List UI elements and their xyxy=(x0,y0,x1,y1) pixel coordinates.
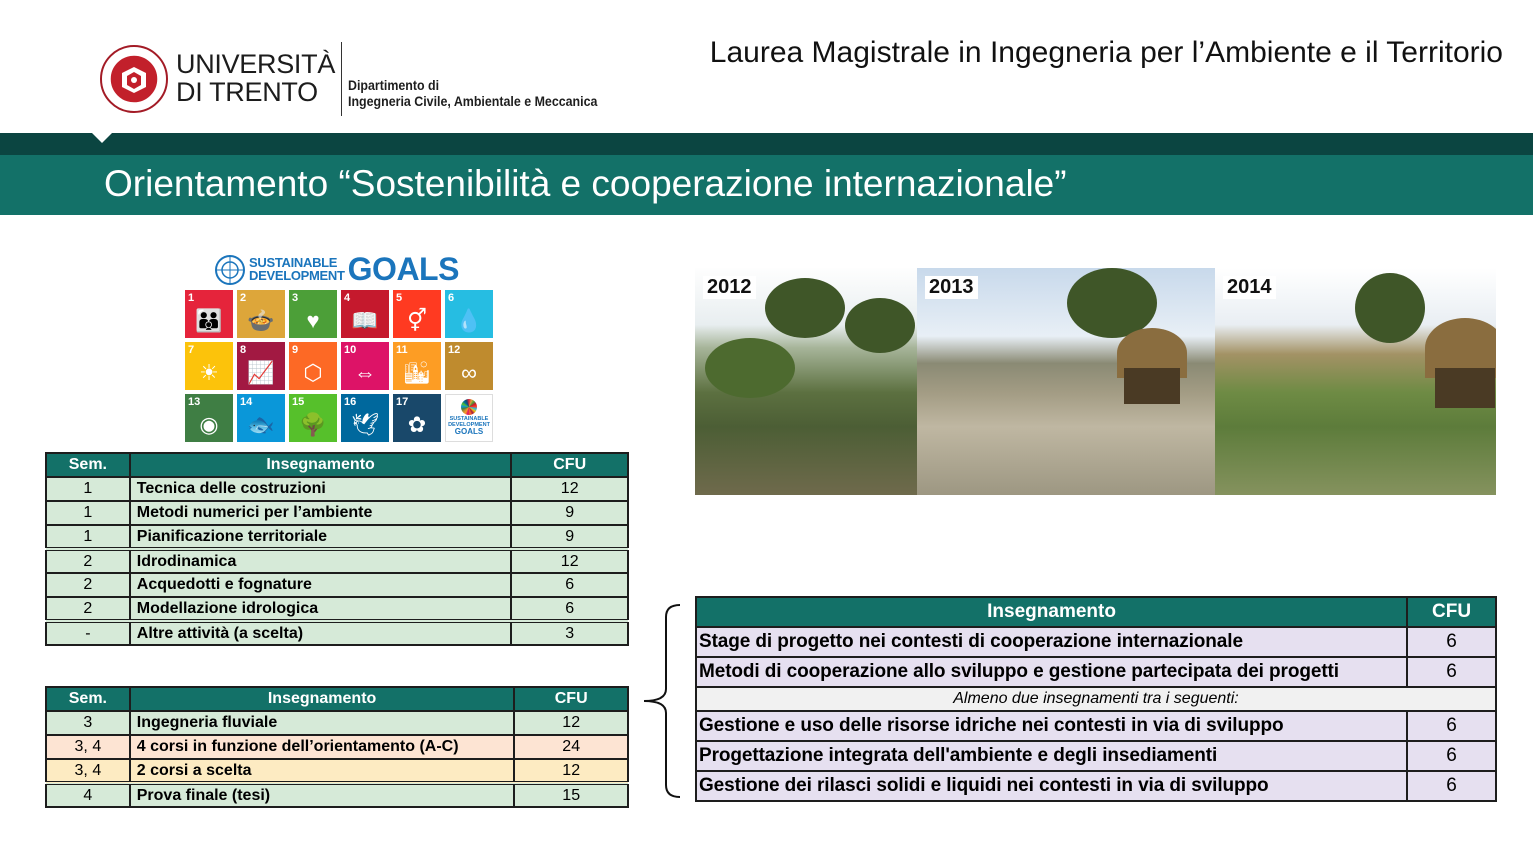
column-header-sem: Sem. xyxy=(46,687,130,711)
sdg-tile-1 xyxy=(185,290,233,338)
sdg-header-line1: SUSTAINABLE xyxy=(249,255,338,271)
sdg-tile-number: 6 xyxy=(448,292,455,304)
university-name-line2: DI TRENTO xyxy=(176,77,318,107)
bowl-icon: 🍲 xyxy=(247,308,275,333)
table-row xyxy=(46,477,628,501)
table-row xyxy=(46,621,628,645)
dove-icon: 🕊 xyxy=(351,412,379,437)
table-row xyxy=(696,657,1496,687)
cell-sem: 4 xyxy=(46,783,130,807)
sdg-tile-7 xyxy=(185,342,233,390)
sdg-legend-tile xyxy=(445,394,493,442)
cell-ins: Idrodinamica xyxy=(130,549,512,573)
slide-title: Orientamento “Sostenibilità e cooperazione internazionale” xyxy=(104,163,1067,204)
logo-divider xyxy=(341,42,342,116)
cell-cfu: 24 xyxy=(514,735,628,759)
column-header-insegnamento: Insegnamento xyxy=(696,597,1407,627)
cell-ins: Acquedotti e fognature xyxy=(130,573,512,597)
cell-cfu: 6 xyxy=(1407,627,1496,657)
table-row xyxy=(46,549,628,573)
table-row xyxy=(46,759,628,783)
column-header-sem: Sem. xyxy=(46,453,130,477)
sdg-ring-icon xyxy=(461,399,477,415)
table-row xyxy=(46,501,628,525)
department-line2: Ingegneria Civile, Ambientale e Meccanica xyxy=(348,94,598,109)
sdg-tile-6 xyxy=(445,290,493,338)
project-photos xyxy=(695,268,1496,495)
photo-2012 xyxy=(695,268,917,495)
cell-ins: Stage di progetto nei contesti di cooperazione internazionale xyxy=(696,627,1407,657)
cell-sem: 2 xyxy=(46,549,130,573)
cell-cfu: 3 xyxy=(511,621,628,645)
sun-icon: ☀ xyxy=(199,360,219,385)
sdg-tile-number: 13 xyxy=(188,396,201,408)
cell-ins: Gestione e uso delle risorse idriche nei contesti in via di sviluppo xyxy=(696,711,1407,741)
cell-ins: Prova finale (tesi) xyxy=(130,783,515,807)
cell-ins: Ingegneria fluviale xyxy=(130,711,515,735)
photo-2013 xyxy=(917,268,1215,495)
table-row xyxy=(46,735,628,759)
sdg-tile-number: 17 xyxy=(396,396,409,408)
sdg-tile-number: 5 xyxy=(396,292,403,304)
table-row xyxy=(46,597,628,621)
orientation-courses-table xyxy=(695,596,1497,802)
sdg-tile-12 xyxy=(445,342,493,390)
sdg-tile-11 xyxy=(393,342,441,390)
elective-note-row xyxy=(696,687,1496,711)
book-icon: 📖 xyxy=(351,308,379,333)
cell-ins: Modellazione idrologica xyxy=(130,597,512,621)
university-logo xyxy=(100,42,619,116)
sdg-tile-number: 8 xyxy=(240,344,247,356)
sdg-grid xyxy=(185,290,493,442)
sdg-tile-9 xyxy=(289,342,337,390)
photo-year-label: 2012 xyxy=(703,276,756,299)
cell-ins: Pianificazione territoriale xyxy=(130,525,512,549)
degree-title: Laurea Magistrale in Ingegneria per l’Ambiente e il Territorio xyxy=(709,36,1503,69)
flower-icon: ✿ xyxy=(407,412,427,437)
cell-ins: Gestione dei rilasci solidi e liquidi nei contesti in via di sviluppo xyxy=(696,771,1407,801)
cell-cfu: 15 xyxy=(514,783,628,807)
cell-cfu: 6 xyxy=(1407,741,1496,771)
sdg-goals-wordmark: GOALS xyxy=(347,251,459,287)
column-header-insegnamento: Insegnamento xyxy=(130,453,512,477)
sdg-tile-number: 7 xyxy=(188,344,195,356)
sdg-tile-number: 14 xyxy=(240,396,253,408)
cell-sem: 1 xyxy=(46,525,130,549)
column-header-cfu: CFU xyxy=(514,687,628,711)
sdg-legend-line1: SUSTAINABLE xyxy=(449,415,489,422)
sdg-legend-line3: GOALS xyxy=(454,427,484,437)
family-icon: 👪 xyxy=(195,308,223,333)
un-emblem-icon xyxy=(214,254,246,286)
cell-cfu: 12 xyxy=(511,477,628,501)
cell-cfu: 6 xyxy=(1407,657,1496,687)
sdg-tile-8 xyxy=(237,342,285,390)
university-seal-icon xyxy=(100,45,168,113)
cell-sem: 3, 4 xyxy=(46,735,130,759)
banner-top-band xyxy=(0,133,1533,155)
sdg-tile-number: 10 xyxy=(344,344,357,356)
column-header-cfu: CFU xyxy=(511,453,628,477)
sdg-legend-line2: DEVELOPMENT xyxy=(448,421,490,428)
cell-cfu: 6 xyxy=(1407,771,1496,801)
cell-cfu: 12 xyxy=(514,759,628,783)
cell-sem: 2 xyxy=(46,597,130,621)
table-row xyxy=(46,525,628,549)
eye-globe-icon: ◉ xyxy=(199,412,219,437)
sdg-tile-number: 2 xyxy=(240,292,247,304)
sdg-tile-number: 3 xyxy=(292,292,299,304)
sdg-tile-number: 4 xyxy=(344,292,351,304)
table-row xyxy=(696,627,1496,657)
table-row xyxy=(696,771,1496,801)
department-line1: Dipartimento di xyxy=(348,78,440,94)
courses-year1-table xyxy=(45,452,629,646)
sdg-tile-number: 1 xyxy=(188,292,195,304)
sdg-tile-17 xyxy=(393,394,441,442)
sdg-header-line2: DEVELOPMENT xyxy=(249,267,345,283)
equality-icon: ⇔ xyxy=(354,360,376,385)
cell-sem: 1 xyxy=(46,501,130,525)
sdg-tile-10 xyxy=(341,342,389,390)
sdg-tile-number: 9 xyxy=(292,344,299,356)
infinity-icon: ∞ xyxy=(461,360,477,385)
cell-cfu: 12 xyxy=(514,711,628,735)
heartbeat-icon: ♥ xyxy=(306,308,320,333)
cell-sem: - xyxy=(46,621,130,645)
curly-brace-connector xyxy=(640,603,682,799)
university-name-line1: UNIVERSITÀ xyxy=(176,49,336,80)
table-row xyxy=(46,783,628,807)
cell-cfu: 6 xyxy=(511,573,628,597)
cell-cfu: 9 xyxy=(511,525,628,549)
sdg-tile-number: 11 xyxy=(396,344,408,356)
fish-icon: 🐟 xyxy=(247,412,275,437)
city-icon: 🏙 xyxy=(403,360,431,385)
sdg-tile-16 xyxy=(341,394,389,442)
banner-notch xyxy=(92,133,112,143)
cell-ins: Metodi di cooperazione allo sviluppo e gestione partecipata dei progetti xyxy=(696,657,1407,687)
cell-ins: Tecnica delle costruzioni xyxy=(130,477,512,501)
photo-year-label: 2013 xyxy=(925,276,978,299)
table-row xyxy=(46,573,628,597)
cell-ins: 4 corsi in funzione dell’orientamento (A-C) xyxy=(130,735,515,759)
cell-sem: 2 xyxy=(46,573,130,597)
cell-ins: Altre attività (a scelta) xyxy=(130,621,512,645)
sdg-tile-3 xyxy=(289,290,337,338)
sdg-tile-14 xyxy=(237,394,285,442)
sdg-tile-2 xyxy=(237,290,285,338)
cell-sem: 1 xyxy=(46,477,130,501)
cell-cfu: 12 xyxy=(511,549,628,573)
cell-cfu: 6 xyxy=(511,597,628,621)
cell-sem: 3 xyxy=(46,711,130,735)
sdg-tile-number: 12 xyxy=(448,344,461,356)
cell-ins: Metodi numerici per l’ambiente xyxy=(130,501,512,525)
table-row xyxy=(696,711,1496,741)
cell-cfu: 9 xyxy=(511,501,628,525)
sdg-tile-13 xyxy=(185,394,233,442)
cell-ins: Progettazione integrata dell'ambiente e degli insediamenti xyxy=(696,741,1407,771)
courses-year2-table xyxy=(45,686,629,808)
sdg-tile-number: 15 xyxy=(292,396,305,408)
tree-icon: 🌳 xyxy=(299,412,327,437)
photo-2014 xyxy=(1215,268,1496,495)
cell-cfu: 6 xyxy=(1407,711,1496,741)
cell-sem: 3, 4 xyxy=(46,759,130,783)
sdg-tile-15 xyxy=(289,394,337,442)
table-row xyxy=(46,711,628,735)
column-header-cfu: CFU xyxy=(1407,597,1496,627)
sdg-tile-5 xyxy=(393,290,441,338)
photo-year-label: 2014 xyxy=(1223,276,1276,299)
water-drop-icon: 💧 xyxy=(455,308,483,333)
sdg-tile-4 xyxy=(341,290,389,338)
cubes-icon: ⬡ xyxy=(303,360,323,385)
sdg-header xyxy=(214,251,459,288)
column-header-insegnamento: Insegnamento xyxy=(130,687,515,711)
table-row xyxy=(696,741,1496,771)
sdg-tile-number: 16 xyxy=(344,396,357,408)
cell-ins: 2 corsi a scelta xyxy=(130,759,515,783)
growth-chart-icon: 📈 xyxy=(247,360,275,385)
gender-icon: ⚥ xyxy=(407,308,427,333)
elective-note: Almeno due insegnamenti tra i seguenti: xyxy=(696,687,1496,711)
